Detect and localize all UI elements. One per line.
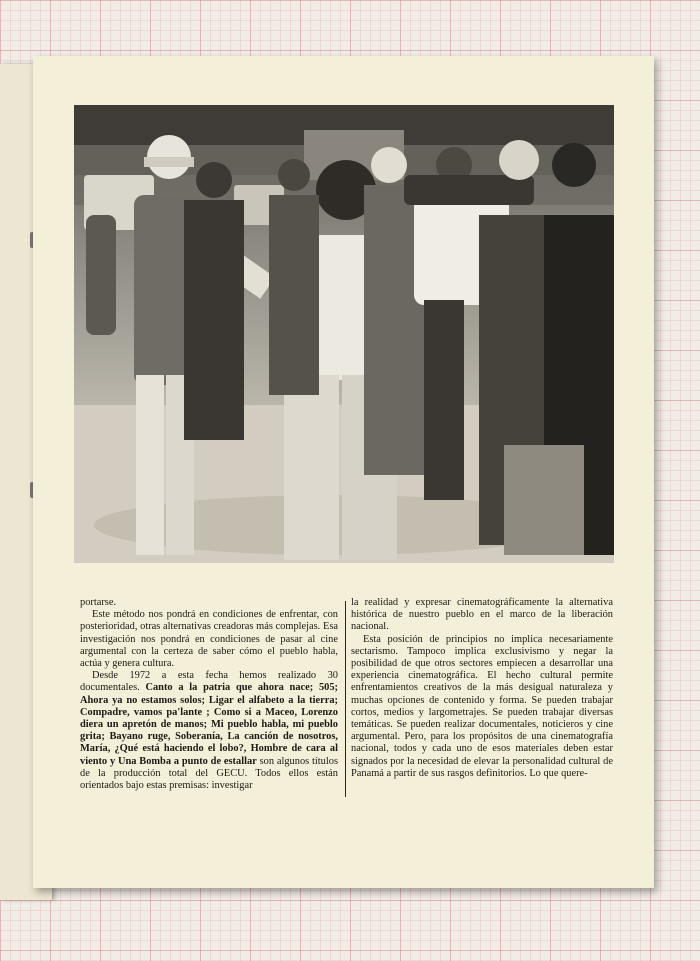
photo-illustration: [74, 105, 614, 563]
magazine-page: [33, 56, 654, 888]
paragraph: Este método nos pondrá en condiciones de enfrentar, con posterioridad, otras alternativas creadoras más complejas. Esa investigación nos pondrá en condiciones de pasar al cine argumental con la certeza de saber cómo el pueblo habla, actúa y genera cultura.: [80, 609, 338, 670]
paragraph-intro: Desde 1972 a esta fecha hemos realizado 30 documentales.: [80, 670, 338, 694]
documentary-titles: Canto a la patria que ahora nace; 505; Ahora ya no estamos solos; Ligar el alfabeto a la tierra; Compadre, vamos pa'lante ; Como si a Maceo, Lorenzo diera un apretón de manos; Mi pueblo habla, mi pueblo grita; Bayano ruge, Soberanía, La canción de nosotros, María, ¿Qué está haciendo el lobo?, Hombre de cara al viento y Una Bomba a punto de estallar: [80, 682, 338, 767]
paragraph-documentaries: [80, 670, 338, 792]
column-divider: [345, 601, 346, 797]
text-column-right: [351, 597, 613, 780]
paragraph: Esta posición de principios no implica necesariamente sectarismo. Tampoco implica exclusivismo y negar la posibilidad de que otros sectores empiecen a desarrollar una experiencia cinematográfica. El hecho cultural permite enfrentamientos creativos de la más desigual naturaleza y muchas opciones de contenido y forma. Se pueden trabajar cortos, medios y largometrajes. Se pueden trabajar diversas temáticas. Se pueden realizar documentales, noticieros y cine argumental. Pero, para los propósitos de una cinematografía nacional, todos y cada uno de esos materiales deben estar signados por la necesidad de elevar la personalidad cultural de Panamá a partir de sus rasgos definitorios. Lo que quere-: [351, 633, 613, 779]
photograph-group-of-men: [74, 105, 614, 563]
paragraph: portarse.: [80, 597, 117, 608]
paragraph-end: son algunos títulos de la producción total del GECU. Todos ellos están orientados bajo estas premisas: investigar: [80, 755, 338, 792]
text-column-left: [80, 597, 338, 792]
paragraph: la realidad y expresar cinematográficamente la alternativa histórica de nuestro pueblo en el marco de la liberación nacional.: [351, 597, 613, 633]
